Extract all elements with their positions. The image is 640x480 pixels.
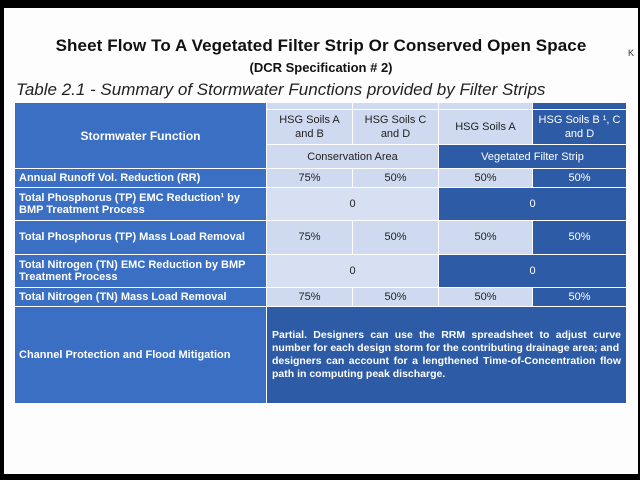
cell-value: 50%: [353, 287, 439, 306]
cell-value: 75%: [267, 221, 353, 254]
cell-value: 0: [267, 188, 439, 221]
table-row: [15, 254, 627, 287]
cell-value: 50%: [353, 169, 439, 188]
cell-value: 50%: [353, 221, 439, 254]
row-label: Total Phosphorus (TP) EMC Reduction¹ by BMP Treatment Process: [15, 188, 267, 221]
header-strip: [533, 103, 627, 110]
cell-value: 0: [439, 188, 627, 221]
channel-text-part-1: Partial. Designers can use the RRM spreadsheet to adjust curve number for each design storm for the contributing drainage area; and: [272, 328, 621, 354]
cell-value: 50%: [439, 169, 533, 188]
header-strip: [439, 103, 533, 110]
cell-value: 0: [267, 254, 439, 287]
slide-title: Sheet Flow To A Vegetated Filter Strip Or Conserved Open Space: [55, 36, 587, 55]
slide-subtitle: (DCR Specification # 2): [249, 60, 393, 75]
table-row: [15, 306, 627, 403]
slide: [4, 8, 638, 474]
summary-table-wrapper: [14, 102, 626, 404]
row-label: Total Phosphorus (TP) Mass Load Removal: [15, 221, 267, 254]
header-strip-row: [15, 103, 627, 110]
table-row: [15, 287, 627, 306]
channel-protection-label: Channel Protection and Flood Mitigation: [15, 306, 267, 403]
header-strip: [267, 103, 353, 110]
channel-text-part-2: designers can account for a lengthened Time-of-Concentration flow path in computing peak discharge.: [272, 354, 621, 380]
cell-value: 50%: [533, 221, 627, 254]
cell-value: 50%: [533, 287, 627, 306]
header-group-filter-strip: Vegetated Filter Strip: [439, 145, 627, 169]
cell-value: 0: [439, 254, 627, 287]
header-col3: HSG Soils A: [439, 109, 533, 144]
row-label: Total Nitrogen (TN) Mass Load Removal: [15, 287, 267, 306]
cell-value: 50%: [439, 221, 533, 254]
side-mark: K: [628, 48, 635, 58]
table-row: [15, 188, 627, 221]
cell-value: 50%: [439, 287, 533, 306]
header-col4: HSG Soils B ¹, C and D: [533, 109, 627, 144]
header-col1: HSG Soils A and B: [267, 109, 353, 144]
table-title: Table 2.1 - Summary of Stormwater Functions provided by Filter Strips: [16, 80, 546, 99]
header-function-label: Stormwater Function: [15, 103, 267, 169]
row-label: Total Nitrogen (TN) EMC Reduction by BMP Treatment Process: [15, 254, 267, 287]
cell-value: 50%: [533, 169, 627, 188]
table-row: [15, 169, 627, 188]
header-col2: HSG Soils C and D: [353, 109, 439, 144]
row-label: Annual Runoff Vol. Reduction (RR): [15, 169, 267, 188]
header-group-conservation: Conservation Area: [267, 145, 439, 169]
cell-value: 75%: [267, 169, 353, 188]
summary-table: [14, 102, 627, 404]
header-strip: [353, 103, 439, 110]
table-row: [15, 221, 627, 254]
channel-protection-text: [267, 306, 627, 403]
cell-value: 75%: [267, 287, 353, 306]
